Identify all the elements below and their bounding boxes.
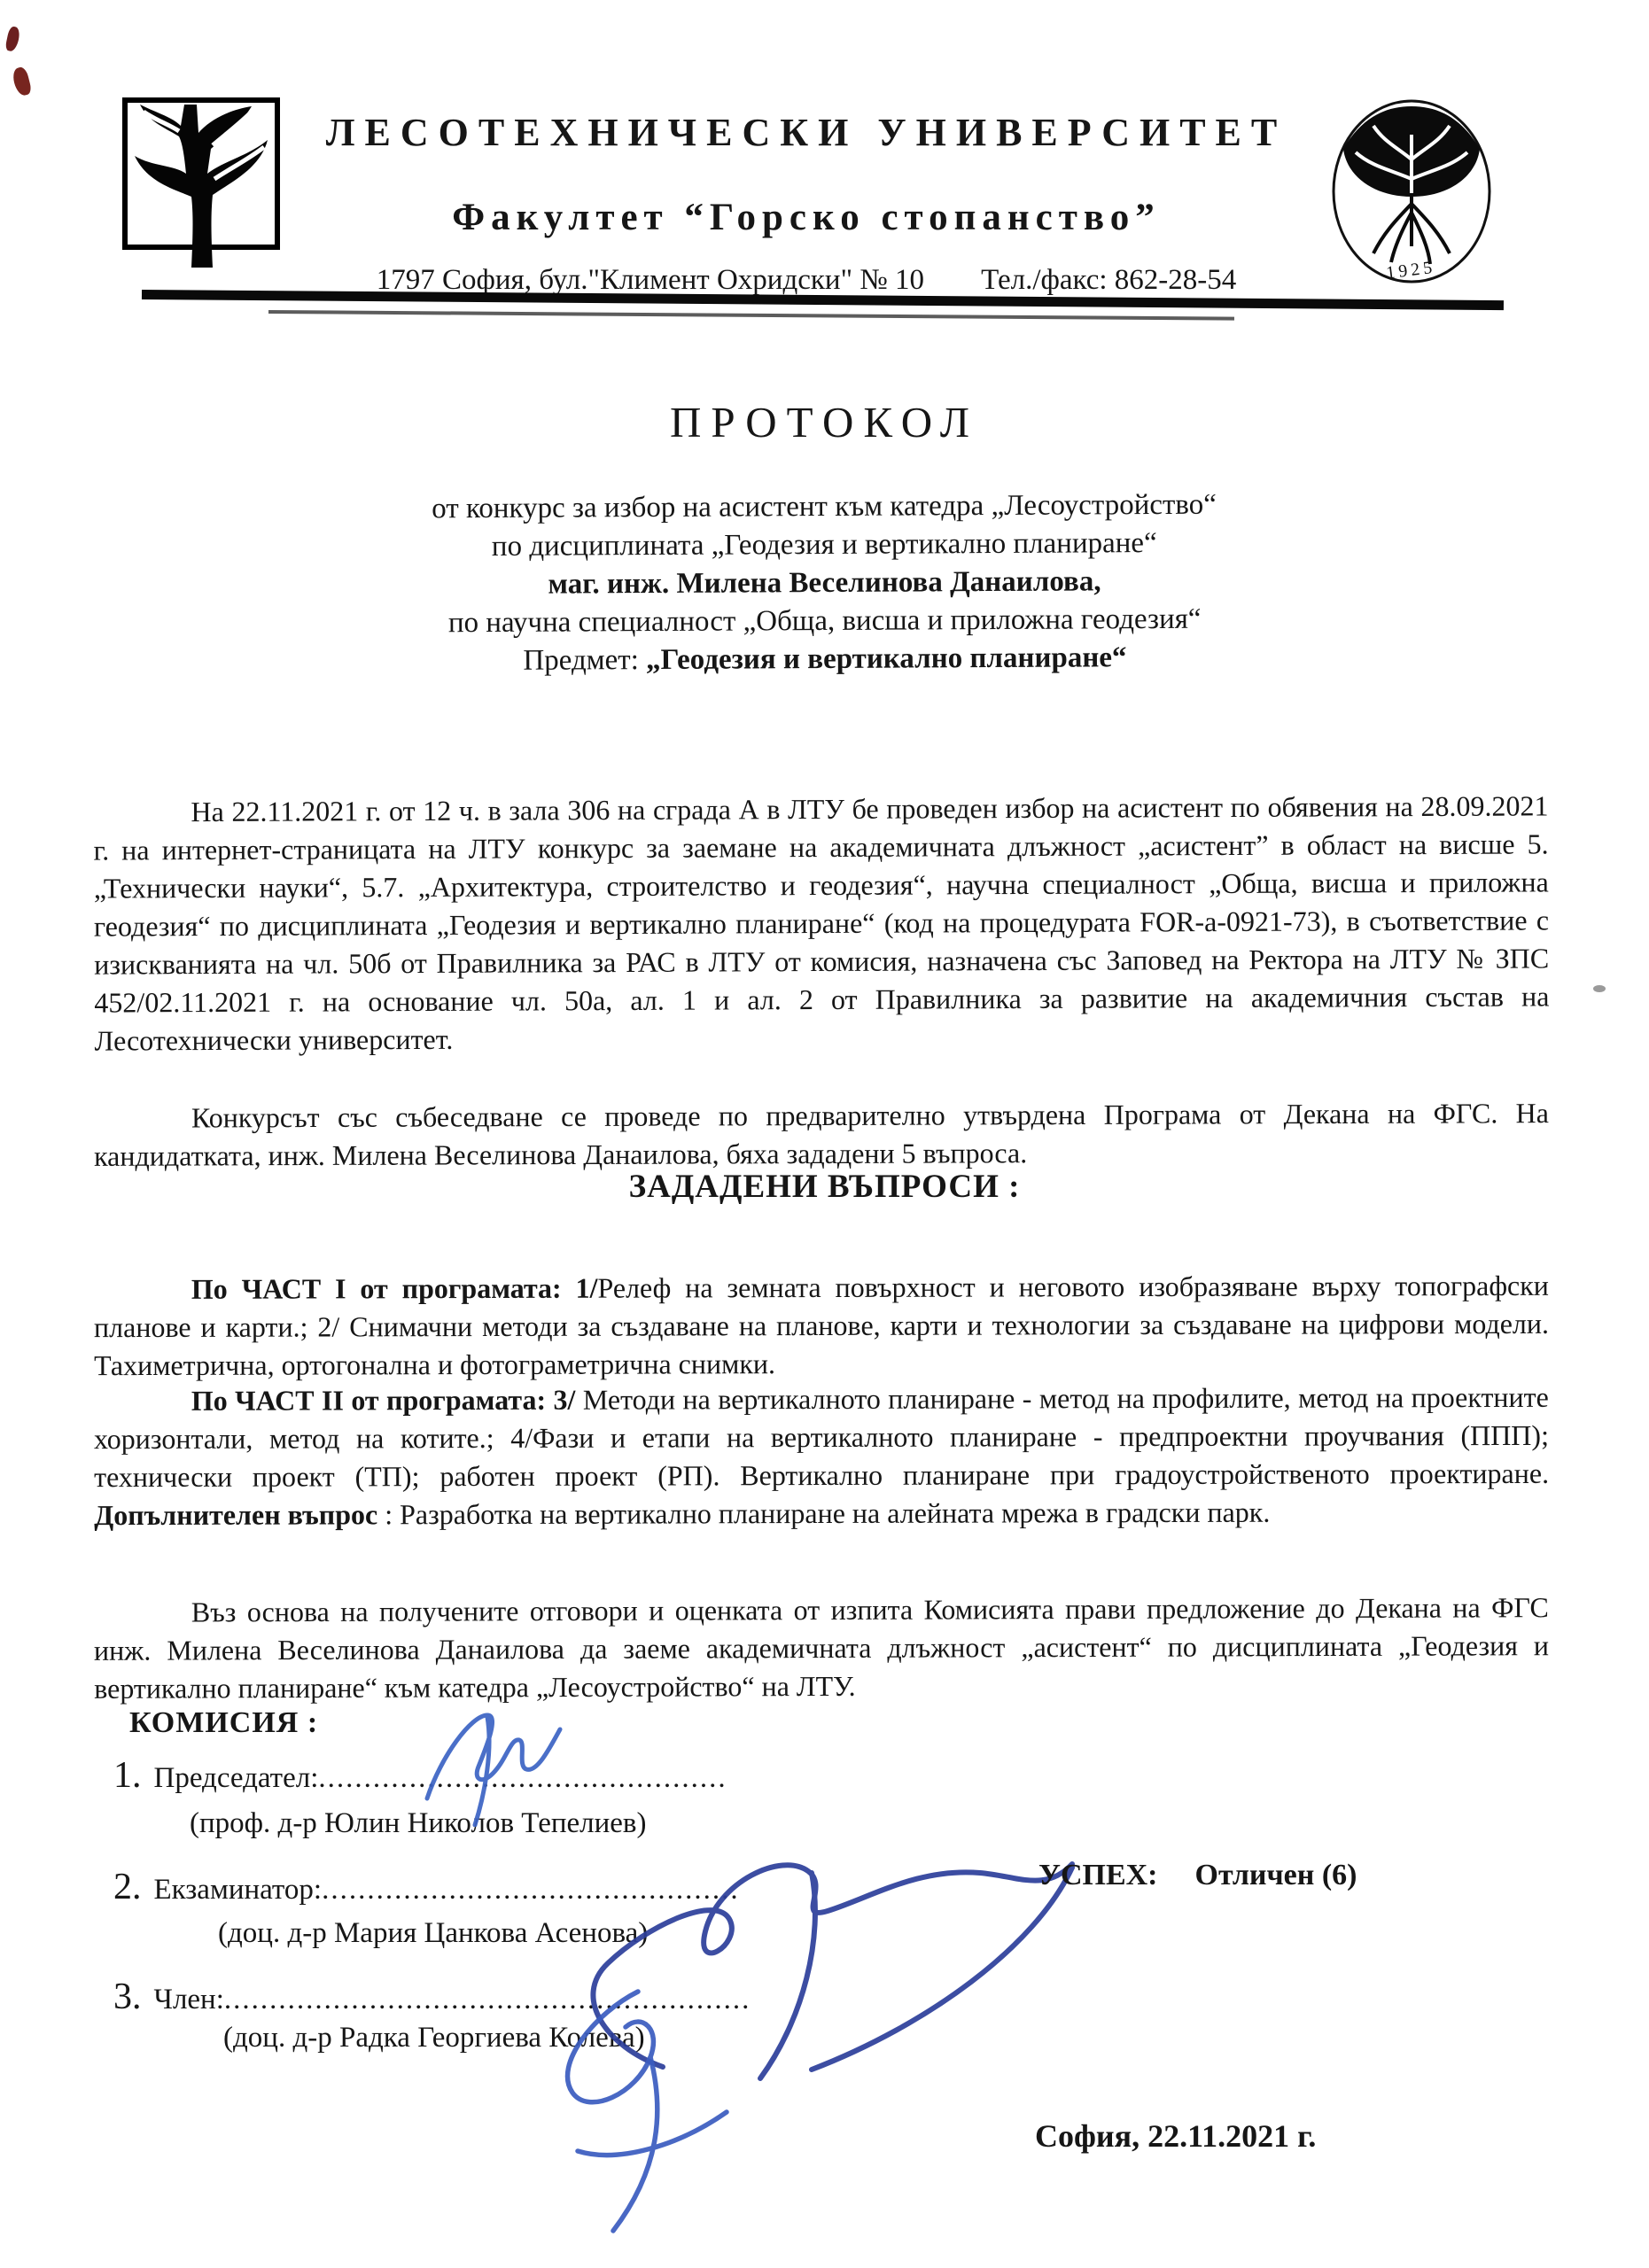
signature-dotted-line: .............................................: [318, 1762, 727, 1794]
member-signature: [489, 1977, 790, 2243]
commission-heading: КОМИСИЯ :: [129, 1706, 319, 1739]
letterhead: [122, 97, 1494, 297]
address: 1797 София, бул."Климент Охридски" № 10: [376, 264, 925, 296]
subtitle-line-1: от конкурс за избор на асистент към катедра „Лесоустройство“: [432, 488, 1217, 525]
opening-paragraph: На 22.11.2021 г. от 12 ч. в зала 306 на сграда А в ЛТУ бе проведен избор на асистент по обявения на 28.09.2021 г. на интернет-страницата на ЛТУ конкурс за заемане на академичната длъжност „асистент” в област на висше 5. „Технически науки“, 5.7. „Архитектура, строителство и геодезия“, научна специалност „Обща, висша и приложна геодезия“ по дисциплината „Геодезия и вертикално планиране“ (код на процедурата FOR-a-0921-73), в съответствие с изискванията на чл. 50б от Правилника за РАС в ЛТУ от комисия, назначена със Заповед на Ректора на ЛТУ № ЗПС 452/02.11.2021 г. на основание чл. 50а, ал. 1 и ал. 2 от Правилника за развитие на академичния състав на Лесотехнически университет.: [93, 789, 1550, 1057]
place-and-date: София, 22.11.2021 г.: [1035, 2118, 1317, 2154]
member-number: 2.: [113, 1867, 142, 1907]
subject-value: „Геодезия и вертикално планиране“: [645, 641, 1127, 677]
phone-fax: Тел./факс: 862-28-54: [981, 264, 1237, 296]
member-role: Председател:: [153, 1762, 319, 1794]
seal-year: 1925: [1385, 257, 1437, 284]
scan-artifact-red: [4, 26, 21, 52]
letterhead-rule-echo: [268, 310, 1234, 321]
result-value: Отличен (6): [1194, 1859, 1357, 1891]
scan-artifact-red: [11, 66, 32, 97]
result-label: УСПЕХ:: [1038, 1859, 1158, 1891]
questions-part-1: [94, 1267, 1549, 1385]
conclusion-paragraph: Въз основа на получените отговори и оценката от изпита Комисията прави предложение до Декана на ФГС инж. Милена Веселинова Данаилова да заеме академичната длъжност „асистент“ по дисциплината „Геодезия и вертикално планиране“ към катедра „Лесоустройство“ на ЛТУ.: [93, 1591, 1550, 1705]
additional-question-label: Допълнителен въпрос: [94, 1498, 378, 1532]
part1-label: По ЧАСТ I от програмата: 1/: [191, 1271, 598, 1305]
subtitle-line-4: по научна специалност „Обща, висша и приложна геодезия“: [447, 602, 1202, 640]
member-number: 3.: [113, 1977, 142, 2017]
member-role: Член:: [153, 1984, 224, 2016]
member-role: Екзаминатор:: [153, 1874, 323, 1906]
member-number: 1.: [113, 1755, 142, 1796]
exam-result: [1038, 1859, 1357, 1892]
subtitle-line-2: по дисциплината „Геодезия и вертикално планиране“: [491, 527, 1157, 563]
part2-text-b: : Разработка на вертикално планиране на алейната мрежа в градски парк.: [377, 1495, 1271, 1531]
signature-dotted-line: ..........................................................: [223, 1984, 751, 2016]
university-seal-icon: [1329, 97, 1494, 295]
member-name: (доц. д-р Радка Георгиева Колева): [223, 2022, 645, 2054]
letterhead-text: [284, 97, 1329, 297]
signature-dotted-line: ..............................................: [322, 1874, 740, 1906]
part1-text: Релеф на земната повърхност и неговото изобразяване върху топографски планове и карти.; 2/ Снимачни методи за създаване на планове, карти и технологии за създаване на цифрови модели. Тахиметрична, ортогонална и фотограметрична снимки.: [93, 1269, 1550, 1382]
questions-part-2: [94, 1379, 1549, 1534]
candidate-name: маг. инж. Милена Веселинова Данаилова,: [548, 565, 1101, 601]
document-subtitle: [0, 484, 1649, 683]
member-name: (проф. д-р Юлин Николов Тепелиев): [190, 1807, 647, 1839]
subtitle-line-5: [0, 636, 1649, 683]
document-title: ПРОТОКОЛ: [670, 398, 979, 447]
member-name: (доц. д-р Мария Цанкова Асенова): [218, 1917, 649, 1949]
subject-label: Предмет:: [523, 644, 647, 677]
part2-label: По ЧАСТ II от програмата: 3/: [191, 1383, 576, 1417]
part2-text-a: Методи на вертикалното планиране - метод на профилите, метод на проектните хоризонтали, метод на котите.; 4/Фази и етапи на вертикалното планиране - предпроектни проучвания (ППП); технически проект (ТП); работен проект (РП). Вертикално планиране при градоустройственото проектиране.: [93, 1380, 1550, 1494]
questions-heading: ЗАДАДЕНИ ВЪПРОСИ :: [628, 1169, 1021, 1205]
university-name: ЛЕСОТЕХНИЧЕСКИ УНИВЕРСИТЕТ: [325, 111, 1287, 154]
university-tree-logo-icon: [122, 97, 284, 275]
procedure-paragraph: Конкурсът със събеседване се проведе по предварително утвърдена Програма от Декана на ФГС. На кандидатката, инж. Милена Веселинова Данаилова, бяха зададени 5 въпроса.: [94, 1097, 1549, 1172]
scan-speck: [1593, 985, 1606, 992]
faculty-name: Факултет “Горско стопанство”: [452, 197, 1161, 238]
